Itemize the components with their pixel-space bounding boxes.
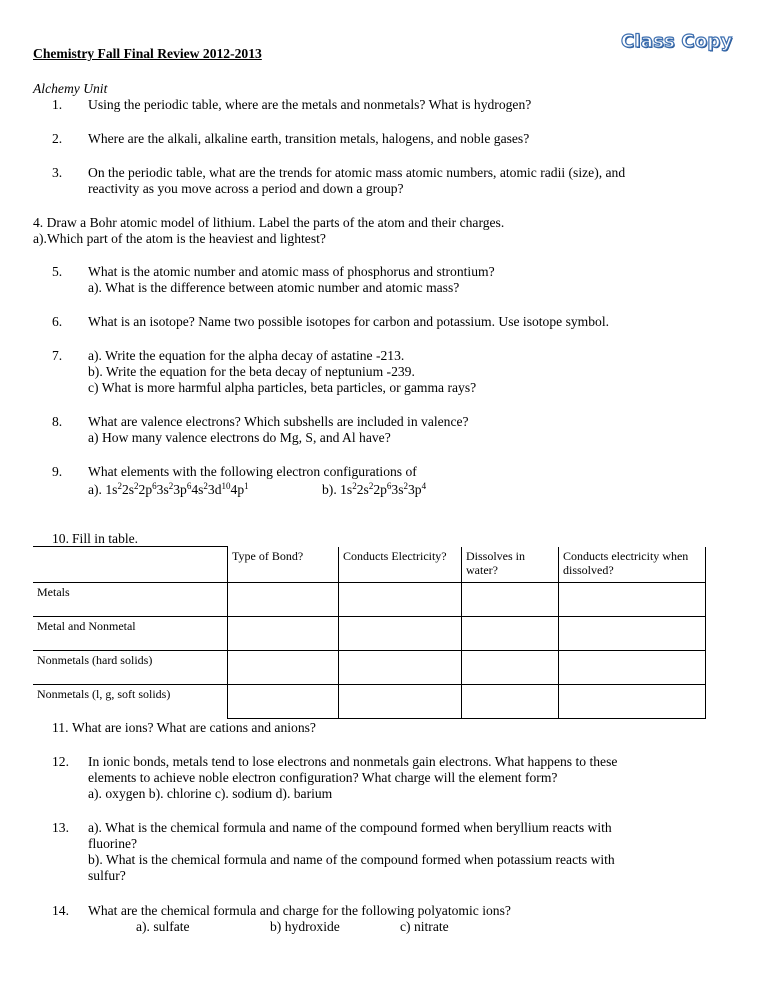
question-number: 13. <box>52 820 69 835</box>
question-text-line: c) What is more harmful alpha particles, beta particles, or gamma rays? <box>88 380 477 395</box>
table-cell[interactable] <box>462 685 559 719</box>
question-text-line: What are the chemical formula and charge for the following polyatomic ions? <box>88 903 511 918</box>
table-cell[interactable] <box>228 685 339 719</box>
table-row <box>33 685 706 719</box>
table-header-cell: Type of Bond? <box>228 547 339 583</box>
question-number: 6. <box>52 314 63 329</box>
question-text-line: fluorine? <box>88 836 138 851</box>
table-row <box>33 617 706 651</box>
table-cell[interactable] <box>462 583 559 617</box>
table-cell[interactable] <box>228 617 339 651</box>
question-number: 12. <box>52 754 69 769</box>
question-4-line-2: a).Which part of the atom is the heaviest and lightest? <box>33 231 326 246</box>
row-label: Metal and Nonmetal <box>33 617 228 651</box>
question-text-line: b). What is the chemical formula and name of the compound formed when potassium reacts with <box>88 852 615 867</box>
table-cell[interactable] <box>559 583 706 617</box>
question-number: 9. <box>52 464 63 479</box>
table-cell[interactable] <box>339 583 462 617</box>
question-number: 3. <box>52 165 63 180</box>
table-header-cell: Dissolves in water? <box>462 547 559 583</box>
question-text-line: What elements with the following electron configurations of <box>88 464 417 479</box>
row-label: Metals <box>33 583 228 617</box>
question-text-line: elements to achieve noble electron configuration? What charge will the element form? <box>88 770 558 785</box>
question-number: 10. <box>52 531 69 546</box>
question-text-line: What is the atomic number and atomic mass of phosphorus and strontium? <box>88 264 495 279</box>
table-header-cell: Conducts Electricity? <box>339 547 462 583</box>
polyatomic-ion-a: a). sulfate <box>136 919 190 934</box>
question-text: Fill in table. <box>72 531 139 546</box>
table-cell[interactable] <box>339 617 462 651</box>
question-number: 8. <box>52 414 63 429</box>
question-number: 1. <box>52 97 63 112</box>
polyatomic-ion-c: c) nitrate <box>400 919 449 934</box>
class-copy-stamp: Class Copy <box>621 31 733 52</box>
question-number: 7. <box>52 348 63 363</box>
table-cell[interactable] <box>462 617 559 651</box>
table-cell[interactable] <box>462 651 559 685</box>
question-text: What is an isotope? Name two possible isotopes for carbon and potassium. Use isotope symbol. <box>88 314 610 329</box>
question-text-line: a). oxygen b). chlorine c). sodium d). barium <box>88 786 333 801</box>
bond-properties-table <box>33 546 706 719</box>
table-cell[interactable] <box>339 685 462 719</box>
question-text-line: In ionic bonds, metals tend to lose electrons and nonmetals gain electrons. What happens to these <box>88 754 618 769</box>
table-header-cell: Conducts electricity when dissolved? <box>559 547 706 583</box>
table-header-cell <box>33 547 228 583</box>
polyatomic-ion-b: b) hydroxide <box>270 919 340 934</box>
table-cell[interactable] <box>559 685 706 719</box>
question-text-line: a). What is the difference between atomic number and atomic mass? <box>88 280 460 295</box>
question-text: Where are the alkali, alkaline earth, transition metals, halogens, and noble gases? <box>88 131 530 146</box>
table-cell[interactable] <box>559 617 706 651</box>
question-text: Using the periodic table, where are the metals and nonmetals? What is hydrogen? <box>88 97 532 112</box>
table-cell[interactable] <box>228 651 339 685</box>
page-title: Chemistry Fall Final Review 2012-2013 <box>33 46 262 61</box>
question-4-line-1: 4. Draw a Bohr atomic model of lithium. Label the parts of the atom and their charges. <box>33 215 505 230</box>
table-row <box>33 583 706 617</box>
question-text-line: reactivity as you move across a period and down a group? <box>88 181 404 196</box>
unit-heading: Alchemy Unit <box>33 81 108 96</box>
question-text-line: a). What is the chemical formula and name of the compound formed when beryllium reacts with <box>88 820 612 835</box>
question-text-line: a) How many valence electrons do Mg, S, and Al have? <box>88 430 391 445</box>
table-row <box>33 651 706 685</box>
question-text-line: a). Write the equation for the alpha decay of astatine -213. <box>88 348 405 363</box>
row-label: Nonmetals (l, g, soft solids) <box>33 685 228 719</box>
question-number: 14. <box>52 903 69 918</box>
question-text-line: sulfur? <box>88 868 126 883</box>
question-number: 2. <box>52 131 63 146</box>
table-header-row <box>33 547 706 583</box>
row-label: Nonmetals (hard solids) <box>33 651 228 685</box>
question-text-line: What are valence electrons? Which subshells are included in valence? <box>88 414 469 429</box>
question-number: 5. <box>52 264 63 279</box>
table-cell[interactable] <box>228 583 339 617</box>
question-text-line: b). Write the equation for the beta decay of neptunium -239. <box>88 364 415 379</box>
table-cell[interactable] <box>339 651 462 685</box>
question-number: 11. <box>52 720 69 735</box>
question-text: What are ions? What are cations and anions? <box>72 720 316 735</box>
question-text-line: On the periodic table, what are the trends for atomic mass atomic numbers, atomic radii (size), and <box>88 165 626 180</box>
electron-config-a: a). $1s^22s^22p^63s^23p^64s^23d^{10}4p^1$ <box>88 481 249 497</box>
table-cell[interactable] <box>559 651 706 685</box>
electron-config-b: b). $1s^22s^22p^63s^23p^4$ <box>322 481 427 497</box>
